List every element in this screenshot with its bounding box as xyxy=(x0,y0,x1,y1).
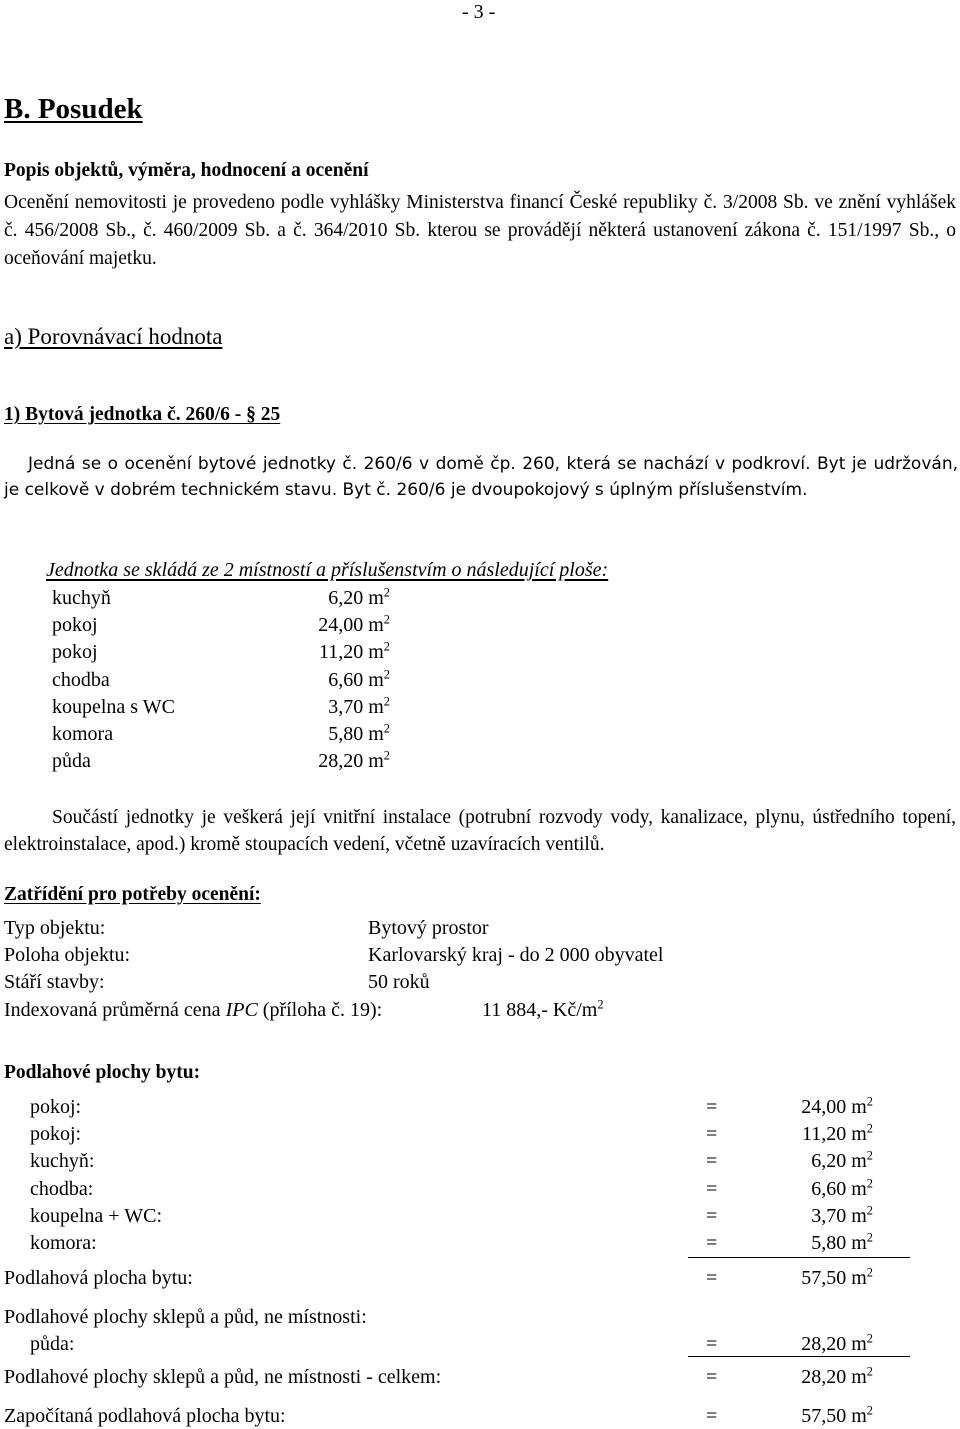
floor-item-value-text: 24,00 m xyxy=(801,1096,867,1118)
room-area-text: 24,00 m xyxy=(318,614,384,636)
cellar-total-value xyxy=(733,1364,873,1388)
room-area-exponent: 2 xyxy=(383,667,390,682)
floor-item-exponent: 2 xyxy=(866,1121,873,1136)
room-area-text: 6,60 m xyxy=(328,669,384,691)
unit-description xyxy=(4,451,958,503)
floor-item-value xyxy=(733,1230,873,1254)
type-value: Bytový prostor xyxy=(368,917,489,939)
ipc-label-after: (příloha č. 19): xyxy=(257,999,383,1021)
room-area xyxy=(250,585,390,609)
type-label: Typ objektu: xyxy=(4,917,106,939)
room-area xyxy=(250,694,390,718)
intro-paragraph: Ocenění nemovitosti je provedeno podle vyhlášky Ministerstva financí České republiky č. 3/2008 Sb. ve znění vyhlášek č. 456/2008 Sb., č. 460/2009 Sb. a č. 364/2010 Sb. kterou se provádějí některá ustanovení zákona č. 151/1997 Sb., o oceňování majetku. xyxy=(4,192,956,269)
cellar-item-value xyxy=(733,1331,873,1355)
counted-total-value xyxy=(733,1403,873,1427)
floor-item-value xyxy=(733,1203,873,1227)
room-area-exponent: 2 xyxy=(383,694,390,709)
floor-item-value xyxy=(733,1148,873,1172)
room-area-text: 3,70 m xyxy=(328,696,384,718)
floor-item-exponent: 2 xyxy=(866,1203,873,1218)
floor-item-value-text: 3,70 m xyxy=(811,1205,867,1227)
age-label: Stáří stavby: xyxy=(4,971,105,993)
counted-total-exponent: 2 xyxy=(866,1403,873,1418)
ipc-value-text: 11 884,- Kč/m xyxy=(482,999,598,1021)
room-area xyxy=(250,639,390,663)
room-area-text: 6,20 m xyxy=(328,587,384,609)
room-name: pokoj xyxy=(52,641,98,663)
floor-item-eq: = xyxy=(706,1150,718,1172)
counted-total-label: Započítaná podlahová plocha bytu: xyxy=(4,1405,286,1427)
cellar-item-label: půda: xyxy=(30,1333,75,1355)
floor-item-value xyxy=(733,1094,873,1118)
cellar-item-eq: = xyxy=(706,1333,718,1355)
ipc-value xyxy=(482,997,604,1021)
ipc-label-before: Indexovaná průměrná cena xyxy=(4,999,226,1021)
page-number: - 3 - xyxy=(462,1,496,23)
ipc-label xyxy=(4,1000,382,1020)
floor-item-label: koupelna + WC: xyxy=(30,1205,163,1227)
document-title: B. Posudek xyxy=(4,93,143,125)
floor-item-eq: = xyxy=(706,1205,718,1227)
room-name: chodba xyxy=(52,669,110,691)
sum-rule xyxy=(688,1257,910,1258)
floor-total-value xyxy=(733,1265,873,1289)
room-area-text: 11,20 m xyxy=(318,641,384,663)
floor-heading: Podlahové plochy bytu: xyxy=(4,1062,201,1083)
room-area-exponent: 2 xyxy=(383,612,390,627)
room-name: kuchyň xyxy=(52,587,111,609)
room-area-exponent: 2 xyxy=(383,639,390,654)
floor-total-exponent: 2 xyxy=(866,1265,873,1280)
classification-heading: Zatřídění pro potřeby ocenění: xyxy=(4,884,261,905)
room-area-text: 5,80 m xyxy=(328,723,384,745)
room-name: komora xyxy=(52,723,114,745)
room-name: koupelna s WC xyxy=(52,696,175,718)
cellar-item-value-text: 28,20 m xyxy=(801,1333,867,1355)
floor-total-value-text: 57,50 m xyxy=(801,1267,867,1289)
floor-item-label: chodba: xyxy=(30,1178,94,1200)
floor-item-value-text: 11,20 m xyxy=(801,1123,867,1145)
cellar-total-value-text: 28,20 m xyxy=(801,1366,867,1388)
cellar-total-eq: = xyxy=(706,1366,718,1388)
room-area-text: 28,20 m xyxy=(318,750,384,772)
floor-item-value-text: 6,60 m xyxy=(811,1178,867,1200)
floor-item-exponent: 2 xyxy=(866,1148,873,1163)
installation-paragraph xyxy=(4,804,956,858)
floor-item-exponent: 2 xyxy=(866,1094,873,1109)
floor-item-exponent: 2 xyxy=(866,1230,873,1245)
floor-item-eq: = xyxy=(706,1096,718,1118)
floor-item-label: komora: xyxy=(30,1232,97,1254)
floor-item-value-text: 5,80 m xyxy=(811,1232,867,1254)
rooms-heading: Jednotka se skládá ze 2 místností a příslušenstvím o následující ploše: xyxy=(46,559,609,581)
section-heading: Popis objektů, výměra, hodnocení a ocenění xyxy=(4,160,369,181)
floor-item-label: pokoj: xyxy=(30,1096,82,1118)
counted-total-eq: = xyxy=(706,1405,718,1427)
floor-item-value-text: 6,20 m xyxy=(811,1150,867,1172)
cellar-total-exponent: 2 xyxy=(866,1364,873,1379)
floor-item-value xyxy=(733,1176,873,1200)
room-area-exponent: 2 xyxy=(383,585,390,600)
floor-total-eq: = xyxy=(706,1267,718,1289)
sum-rule-2 xyxy=(688,1356,910,1357)
unit-heading: 1) Bytová jednotka č. 260/6 - § 25 xyxy=(4,404,281,425)
floor-item-eq: = xyxy=(706,1178,718,1200)
location-value: Karlovarský kraj - do 2 000 obyvatel xyxy=(368,944,664,966)
room-name: pokoj xyxy=(52,614,98,636)
room-area xyxy=(250,612,390,636)
floor-item-label: pokoj: xyxy=(30,1123,82,1145)
floor-item-eq: = xyxy=(706,1123,718,1145)
room-area-exponent: 2 xyxy=(383,721,390,736)
room-area xyxy=(250,667,390,691)
installation-text: Součástí jednotky je veškerá její vnitřní instalace (potrubní rozvody vody, kanalizace, plynu, ústředního topení, elektroinstalace, apod.) kromě stoupacích vedení, včetně uzavíracích ventilů. xyxy=(4,807,956,855)
ipc-label-abbr: IPC xyxy=(225,999,258,1021)
floor-item-value xyxy=(733,1121,873,1145)
cellar-total-label: Podlahové plochy sklepů a půd, ne místnosti - celkem: xyxy=(4,1366,442,1388)
room-area xyxy=(250,748,390,772)
location-label: Poloha objektu: xyxy=(4,944,131,966)
cellar-item-exponent: 2 xyxy=(866,1331,873,1346)
room-area-exponent: 2 xyxy=(383,748,390,763)
age-value: 50 roků xyxy=(368,971,430,993)
counted-total-value-text: 57,50 m xyxy=(801,1405,867,1427)
floor-item-exponent: 2 xyxy=(866,1176,873,1191)
room-area xyxy=(250,721,390,745)
room-name: půda xyxy=(52,750,91,772)
floor-item-label: kuchyň: xyxy=(30,1150,95,1172)
floor-total-label: Podlahová plocha bytu: xyxy=(4,1267,193,1289)
ipc-value-exponent: 2 xyxy=(597,997,604,1012)
unit-description-text: Jedná se o ocenění bytové jednotky č. 260/6 v domě čp. 260, která se nachází v podkroví. Byt je udržován, je celkově v dobrém technickém stavu. Byt č. 260/6 je dvoupokojový s úplným příslušenstvím. xyxy=(4,454,958,500)
cellar-heading: Podlahové plochy sklepů a půd, ne místnosti: xyxy=(4,1306,367,1328)
floor-item-eq: = xyxy=(706,1232,718,1254)
subsection-heading: a) Porovnávací hodnota xyxy=(4,324,223,349)
